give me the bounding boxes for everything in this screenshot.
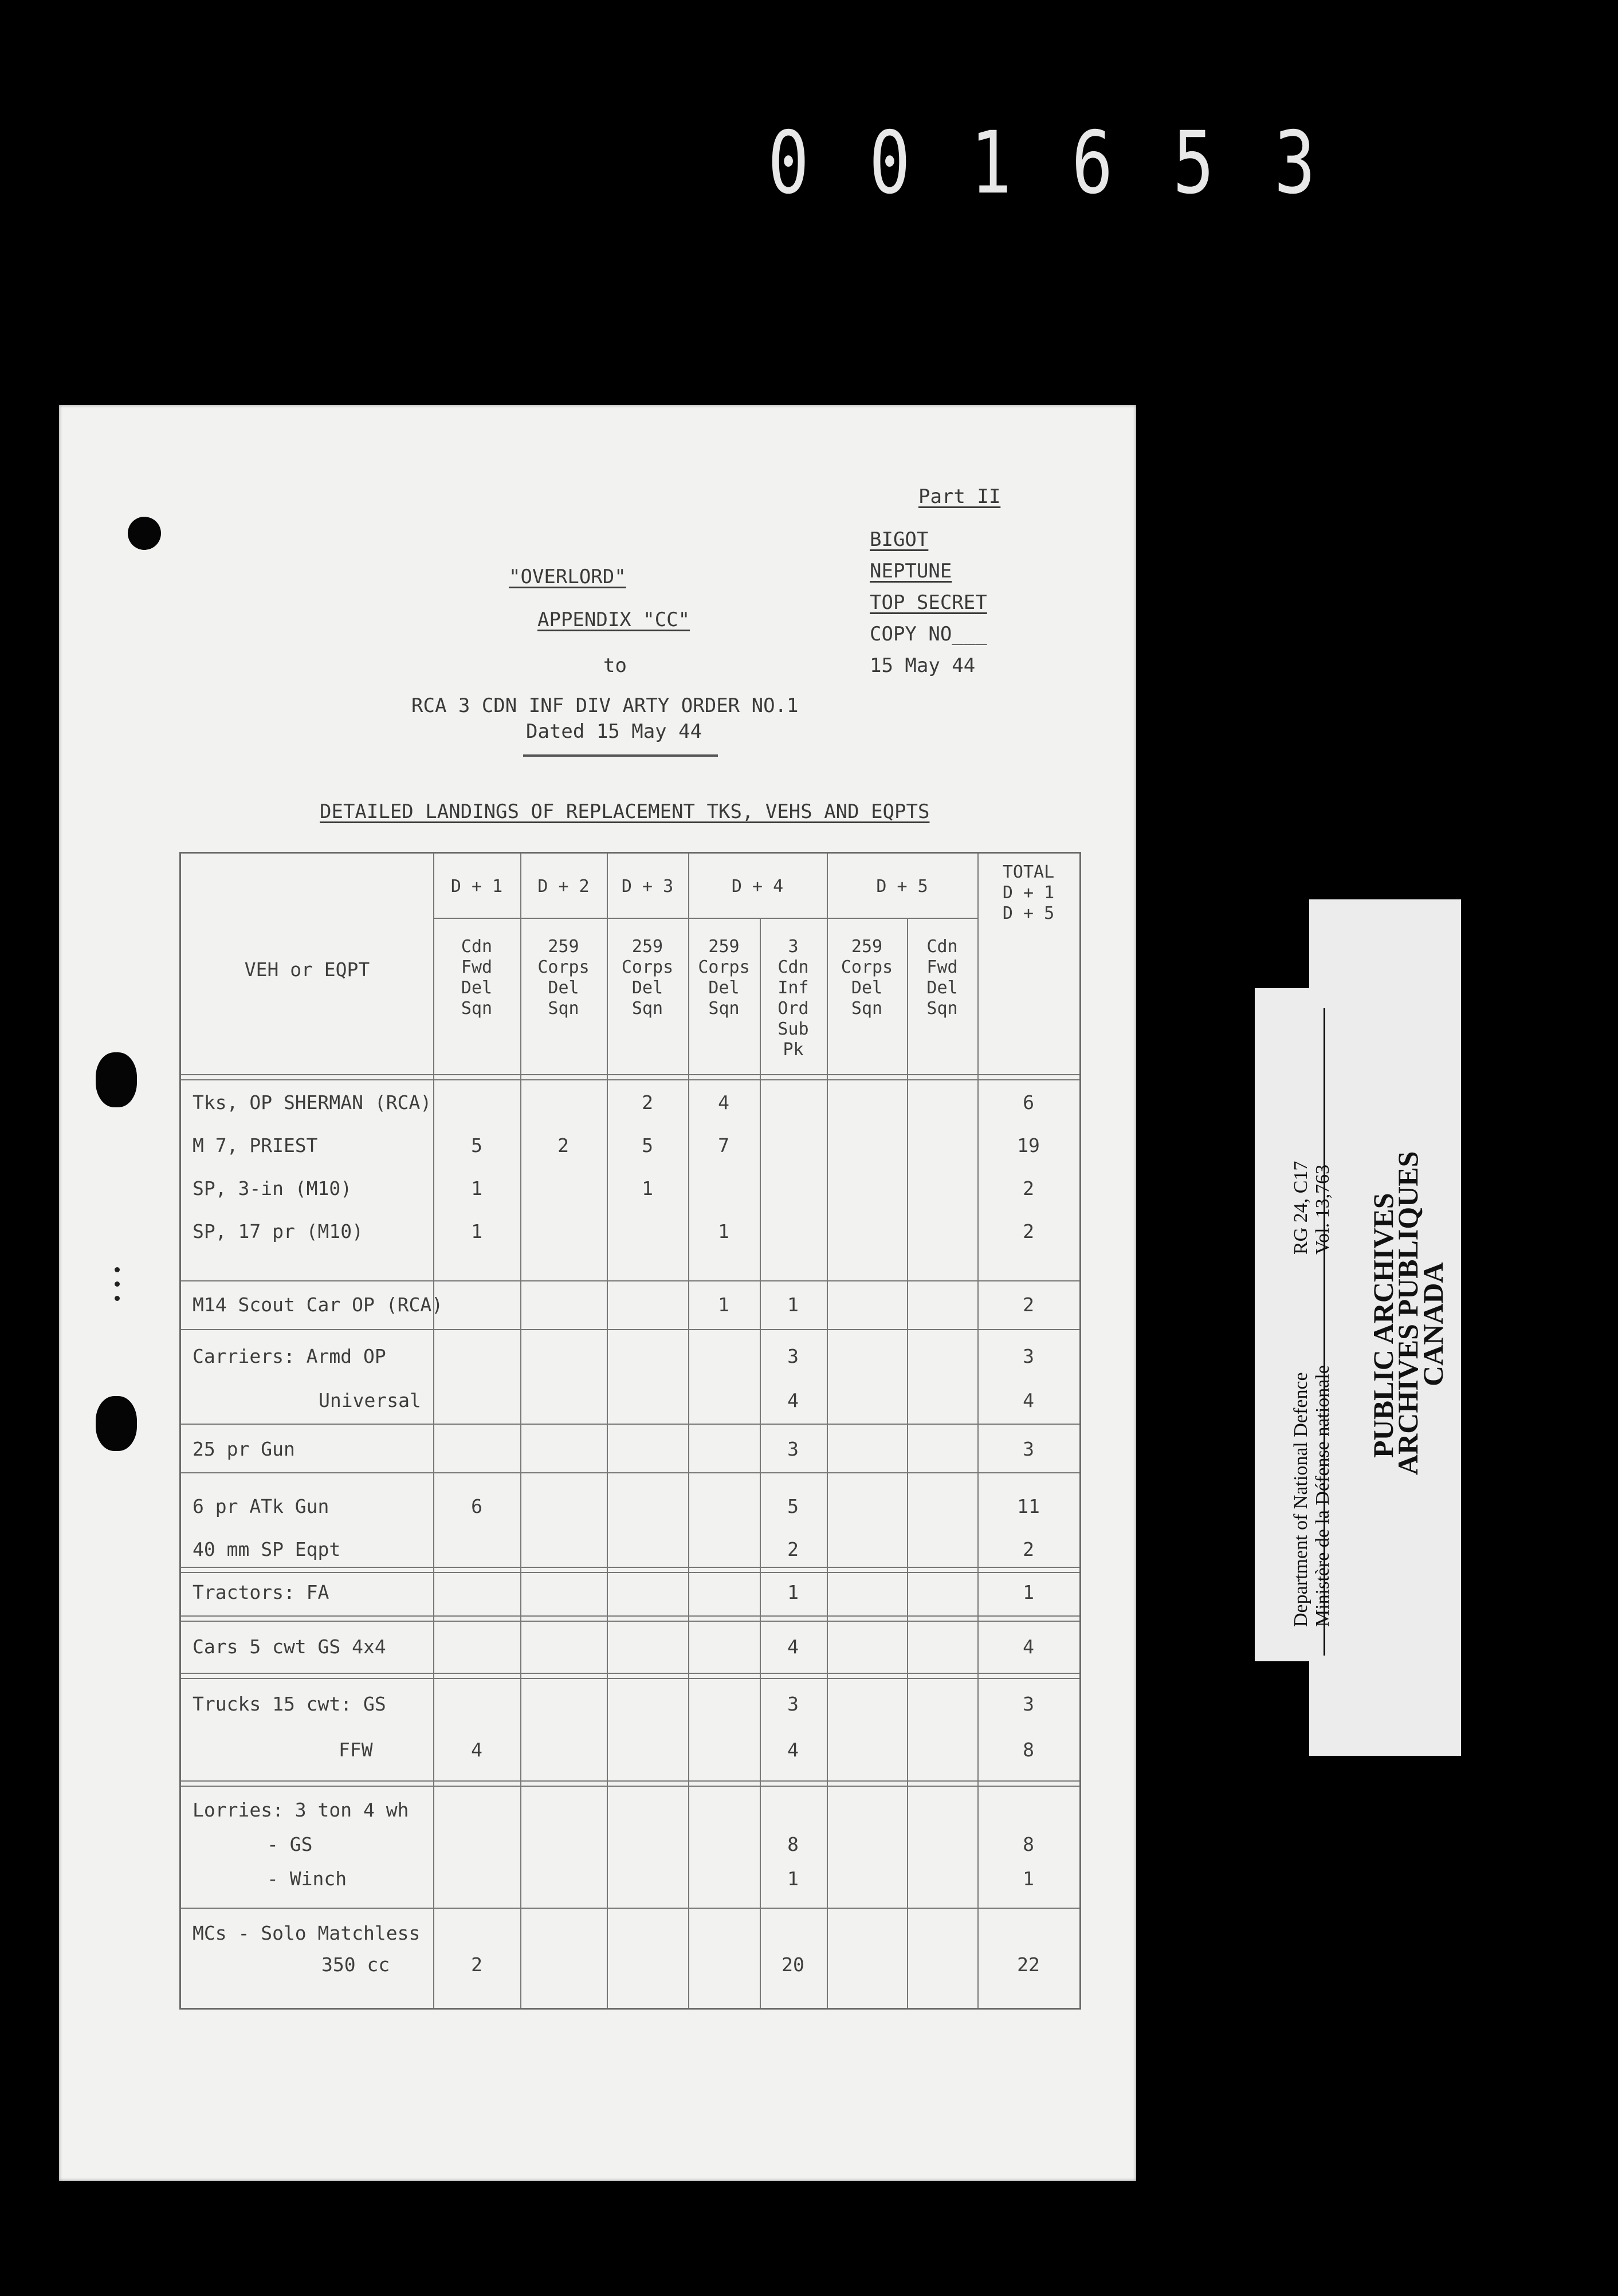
title-rule bbox=[523, 754, 718, 757]
table-cell: 1 bbox=[471, 1177, 482, 1200]
table-cell: 4 bbox=[471, 1739, 482, 1761]
day-header: D + 3 bbox=[621, 876, 674, 897]
table-cell: 8 bbox=[787, 1833, 799, 1855]
row-label: Tractors: FA bbox=[193, 1581, 329, 1603]
table-cell: 6 bbox=[471, 1495, 482, 1517]
unit-header: Cdn Fwd Del Sqn bbox=[461, 937, 493, 1019]
classification-line: BIGOT bbox=[870, 528, 929, 551]
table-cell: 3 bbox=[787, 1438, 799, 1460]
total-header bbox=[977, 862, 1079, 924]
table-cell: 1 bbox=[642, 1177, 653, 1200]
total-header-line: TOTAL bbox=[1002, 862, 1055, 882]
speck bbox=[115, 1267, 120, 1272]
table-cell: 2 bbox=[1023, 1220, 1034, 1243]
row-label: 25 pr Gun bbox=[193, 1438, 295, 1460]
row-label: Trucks 15 cwt: GS bbox=[193, 1693, 386, 1715]
title-connector: to bbox=[603, 654, 627, 677]
table-cell: 2 bbox=[471, 1953, 482, 1976]
unit-header: 3 Cdn Inf Ord Sub Pk bbox=[777, 937, 809, 1060]
row-label: SP, 17 pr (M10) bbox=[193, 1220, 364, 1243]
table-cell: 4 bbox=[1023, 1635, 1034, 1658]
archive-dept-en: Department of National Defence bbox=[1290, 1372, 1311, 1627]
table-cell: 3 bbox=[787, 1693, 799, 1715]
unit-header: 259 Corps Del Sqn bbox=[537, 937, 590, 1019]
speck bbox=[115, 1281, 120, 1287]
frame-digit: 1 bbox=[970, 113, 1014, 213]
row-label: M 7, PRIEST bbox=[193, 1134, 318, 1157]
frame-digit: 6 bbox=[1071, 113, 1116, 213]
row-label: M14 Scout Car OP (RCA) bbox=[193, 1294, 443, 1316]
order-title: RCA 3 CDN INF DIV ARTY ORDER NO.1 bbox=[411, 694, 799, 717]
punch-hole bbox=[96, 1396, 137, 1451]
landings-table bbox=[179, 852, 1081, 2010]
table-cell: 1 bbox=[787, 1868, 799, 1890]
speck bbox=[115, 1296, 120, 1301]
archive-dept-fr: Ministère de la Défense nationale bbox=[1312, 1365, 1333, 1627]
appendix-title: APPENDIX "CC" bbox=[537, 608, 690, 631]
frame-number bbox=[768, 113, 1318, 213]
row-label: 350 cc bbox=[321, 1953, 390, 1976]
row-label: MCs - Solo Matchless bbox=[193, 1922, 421, 1944]
day-header: D + 4 bbox=[731, 876, 784, 897]
label-notch bbox=[1255, 899, 1309, 988]
operation-title: "OVERLORD" bbox=[509, 565, 626, 588]
classification-line: NEPTUNE bbox=[870, 560, 952, 583]
table-cell: 3 bbox=[1023, 1693, 1034, 1715]
table-cell: 1 bbox=[471, 1220, 482, 1243]
row-label: 40 mm SP Eqpt bbox=[193, 1538, 341, 1560]
unit-header: Cdn Fwd Del Sqn bbox=[926, 937, 958, 1019]
row-label: - Winch bbox=[267, 1868, 347, 1890]
table-cell: 1 bbox=[787, 1294, 799, 1316]
frame-digit: 0 bbox=[768, 113, 812, 213]
table-cell: 1 bbox=[787, 1581, 799, 1603]
table-cell: 7 bbox=[718, 1134, 729, 1157]
table-cell: 1 bbox=[718, 1294, 729, 1316]
day-header: D + 2 bbox=[537, 876, 590, 897]
punch-hole bbox=[96, 1052, 137, 1107]
archive-name: ARCHIVES PUBLIQUES bbox=[1392, 1151, 1424, 1475]
table-cell: 4 bbox=[1023, 1389, 1034, 1412]
table-cell: 4 bbox=[787, 1635, 799, 1658]
table-cell: 5 bbox=[471, 1134, 482, 1157]
order-date: Dated 15 May 44 bbox=[526, 720, 702, 743]
punch-hole bbox=[128, 517, 161, 550]
archive-ref: Vol. 13,763 bbox=[1312, 1164, 1333, 1255]
day-header: D + 5 bbox=[876, 876, 928, 897]
archive-name: PUBLIC ARCHIVES bbox=[1367, 1193, 1399, 1458]
table-cell: 4 bbox=[718, 1091, 729, 1114]
row-label: SP, 3-in (M10) bbox=[193, 1177, 352, 1200]
table-subtitle: DETAILED LANDINGS OF REPLACEMENT TKS, VEHS AND EQPTS bbox=[320, 800, 930, 823]
row-header: VEH or EQPT bbox=[244, 958, 370, 981]
table-cell: 2 bbox=[1023, 1294, 1034, 1316]
table-cell: 5 bbox=[642, 1134, 653, 1157]
table-cell: 2 bbox=[1023, 1538, 1034, 1560]
total-header-line: D + 1 bbox=[1002, 883, 1055, 903]
day-header: D + 1 bbox=[450, 876, 503, 897]
table-cell: 3 bbox=[787, 1345, 799, 1367]
table-cell: 3 bbox=[1023, 1438, 1034, 1460]
row-label: Lorries: 3 ton 4 wh bbox=[193, 1799, 409, 1821]
table-cell: 3 bbox=[1023, 1345, 1034, 1367]
unit-header: 259 Corps Del Sqn bbox=[698, 937, 750, 1019]
document-date: 15 May 44 bbox=[870, 654, 976, 677]
table-cell: 20 bbox=[781, 1953, 804, 1976]
row-label: Universal bbox=[319, 1389, 421, 1412]
table-cell: 11 bbox=[1017, 1495, 1040, 1517]
table-cell: 5 bbox=[787, 1495, 799, 1517]
document-page bbox=[59, 405, 1136, 2181]
table-cell: 8 bbox=[1023, 1739, 1034, 1761]
archive-ref: RG 24, C17 bbox=[1290, 1161, 1311, 1255]
archive-country: CANADA bbox=[1417, 1262, 1449, 1386]
table-cell: 4 bbox=[787, 1389, 799, 1412]
row-label: - GS bbox=[267, 1833, 313, 1855]
table-cell: 1 bbox=[1023, 1868, 1034, 1890]
total-header-line: D + 5 bbox=[1002, 903, 1055, 923]
table-cell: 1 bbox=[718, 1220, 729, 1243]
archive-label bbox=[1255, 899, 1461, 1756]
copy-number: COPY NO___ bbox=[870, 623, 987, 646]
row-label: Carriers: Armd OP bbox=[193, 1345, 386, 1367]
table-cell: 19 bbox=[1017, 1134, 1040, 1157]
table-cell: 8 bbox=[1023, 1833, 1034, 1855]
frame-digit: 0 bbox=[869, 113, 913, 213]
part-label: Part II bbox=[918, 485, 1001, 508]
table-cell: 1 bbox=[1023, 1581, 1034, 1603]
table-cell: 6 bbox=[1023, 1091, 1034, 1114]
unit-header: 259 Corps Del Sqn bbox=[621, 937, 674, 1019]
row-label: FFW bbox=[339, 1739, 373, 1761]
frame-digit: 5 bbox=[1173, 113, 1217, 213]
table-cell: 22 bbox=[1017, 1953, 1040, 1976]
table-cell: 2 bbox=[642, 1091, 653, 1114]
classification-line: TOP SECRET bbox=[870, 591, 987, 614]
table-cell: 2 bbox=[557, 1134, 569, 1157]
row-label: Tks, OP SHERMAN (RCA) bbox=[193, 1091, 432, 1114]
row-label: Cars 5 cwt GS 4x4 bbox=[193, 1635, 386, 1658]
table-cell: 4 bbox=[787, 1739, 799, 1761]
row-label: 6 pr ATk Gun bbox=[193, 1495, 329, 1517]
table-cell: 2 bbox=[787, 1538, 799, 1560]
label-notch bbox=[1255, 1661, 1309, 1756]
unit-header: 259 Corps Del Sqn bbox=[841, 937, 893, 1019]
table-cell: 2 bbox=[1023, 1177, 1034, 1200]
frame-digit: 3 bbox=[1274, 113, 1318, 213]
